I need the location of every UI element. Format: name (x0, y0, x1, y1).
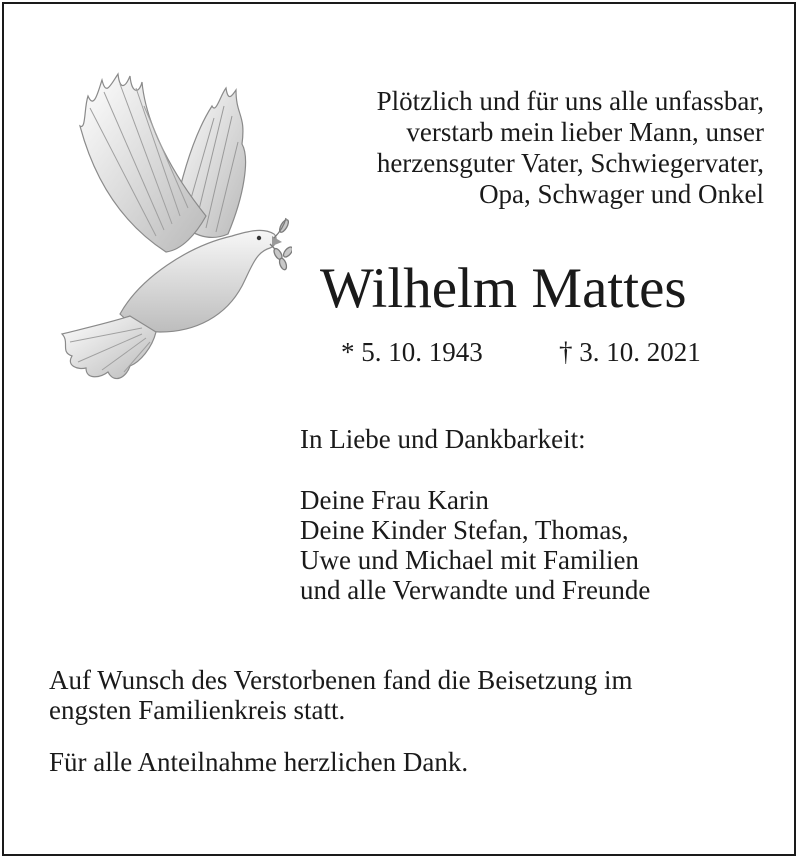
mourners-list (300, 485, 650, 605)
intro-line: herzensguter Vater, Schwiegervater, (376, 148, 764, 178)
burial-line: engsten Familienkreis statt. (49, 695, 346, 725)
intro-text (264, 86, 764, 210)
burial-note (49, 665, 769, 725)
mourner-line: Deine Kinder Stefan, Thomas, (300, 515, 629, 545)
dove-with-olive-branch-icon (56, 66, 292, 390)
intro-line: verstarb mein lieber Mann, unser (406, 117, 764, 147)
mourner-line: und alle Verwandte und Freunde (300, 575, 651, 605)
death-date: † 3. 10. 2021 (559, 337, 701, 367)
deceased-name: Wilhelm Mattes (320, 257, 687, 320)
intro-line: Plötzlich und für uns alle unfassbar, (376, 86, 764, 116)
birth-date: * 5. 10. 1943 (341, 337, 483, 367)
burial-line: Auf Wunsch des Verstorbenen fand die Beisetzung im (49, 665, 633, 695)
mourner-line: Uwe und Michael mit Familien (300, 545, 639, 575)
mourner-line: Deine Frau Karin (300, 485, 489, 515)
mourners-heading: In Liebe und Dankbarkeit: (300, 424, 586, 454)
intro-line: Opa, Schwager und Onkel (479, 179, 764, 209)
thanks-note: Für alle Anteilnahme herzlichen Dank. (49, 747, 469, 777)
obituary-notice (2, 2, 796, 856)
